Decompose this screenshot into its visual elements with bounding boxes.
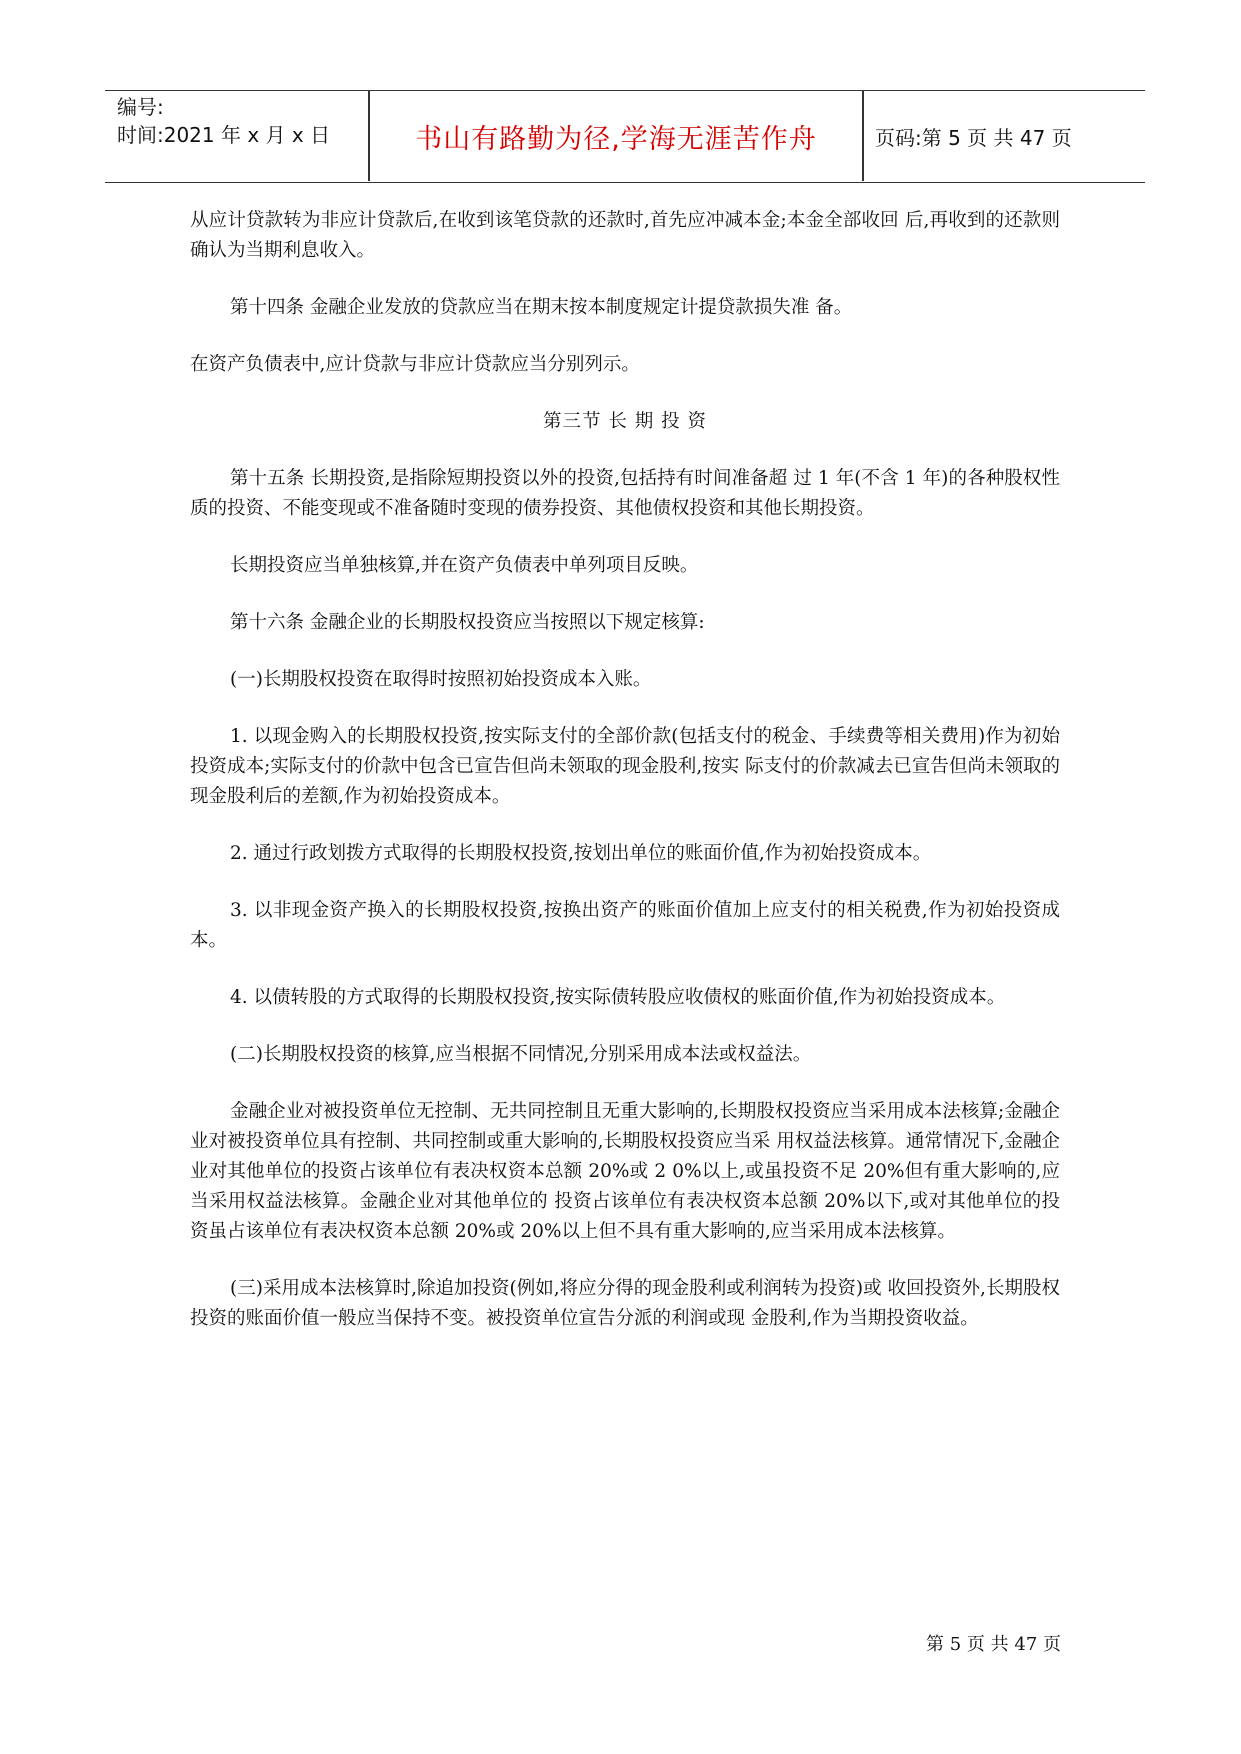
article-15: 第十五条 长期投资,是指除短期投资以外的投资,包括持有时间准备超 过 1 年(不含 1 年)的各种股权性质的投资、不能变现或不准备随时变现的债券投资、其他债权投资和其他长期投资。	[190, 468, 1060, 519]
document-number-label: 编号:	[117, 95, 164, 119]
section-title: 第三节 长 期 投 资	[542, 411, 708, 432]
header-info	[117, 93, 367, 149]
list-item: 3. 以非现金资产换入的长期股权投资,按换出资产的账面价值加上应支付的相关税费,作为初始投资成本。	[190, 900, 1060, 951]
clause-2: (二)长期股权投资的核算,应当根据不同情况,分别采用成本法或权益法。	[230, 1044, 812, 1065]
header-page-number: 页码:第 5 页 共 47 页	[875, 125, 1072, 150]
paragraph: 从应计贷款转为非应计贷款后,在收到该笔贷款的还款时,首先应冲减本金;本金全部收回 后,再收到的还款则确认为当期利息收入。	[190, 210, 1060, 261]
list-item: 1. 以现金购入的长期股权投资,按实际支付的全部价款(包括支付的税金、手续费等相关费用)作为初始投资成本;实际支付的价款中包含已宣告但尚未领取的现金股利,按实 际支付的价款减去已宣告但尚未领取的现金股利后的差额,作为初始投资成本。	[190, 726, 1060, 807]
document-time-label: 时间:2021 年 x 月 x 日	[117, 123, 331, 147]
article-16: 第十六条 金融企业的长期股权投资应当按照以下规定核算:	[230, 612, 705, 633]
list-item: 4. 以债转股的方式取得的长期股权投资,按实际债转股应收债权的账面价值,作为初始投资成本。	[230, 987, 1006, 1008]
page-footer: 第 5 页 共 47 页	[926, 1634, 1061, 1655]
document-body	[190, 206, 1060, 1334]
page-header	[105, 90, 1145, 183]
article-14: 第十四条 金融企业发放的贷款应当在期末按本制度规定计提贷款损失准 备。	[230, 297, 853, 318]
paragraph: 长期投资应当单独核算,并在资产负债表中单列项目反映。	[230, 555, 699, 576]
paragraph: 在资产负债表中,应计贷款与非应计贷款应当分别列示。	[190, 354, 640, 375]
header-divider	[862, 91, 864, 181]
header-motto: 书山有路勤为径,学海无涯苦作舟	[415, 123, 817, 155]
paragraph: 金融企业对被投资单位无控制、无共同控制且无重大影响的,长期股权投资应当采用成本法核算;金融企业对被投资单位具有控制、共同控制或重大影响的,长期股权投资应当采 用权益法核算。通常情况下,金融企业对其他单位的投资占该单位有表决权资本总额 20%或 2 0%以上,或虽投资不足 20%但有重大影响的,应当采用权益法核算。金融企业对其他单位的 投资占该单位有表决权资本总额 20%以下,或对其他单位的投资虽占该单位有表决权资本总额 20%或 20%以上但不具有重大影响的,应当采用成本法核算。	[190, 1101, 1060, 1242]
clause-1: (一)长期股权投资在取得时按照初始投资成本入账。	[230, 669, 652, 690]
clause-3: (三)采用成本法核算时,除追加投资(例如,将应分得的现金股利或利润转为投资)或 收回投资外,长期股权投资的账面价值一般应当保持不变。被投资单位宣告分派的利润或现 金股利,作为当期投资收益。	[190, 1278, 1060, 1329]
list-item: 2. 通过行政划拨方式取得的长期股权投资,按划出单位的账面价值,作为初始投资成本。	[230, 843, 932, 864]
